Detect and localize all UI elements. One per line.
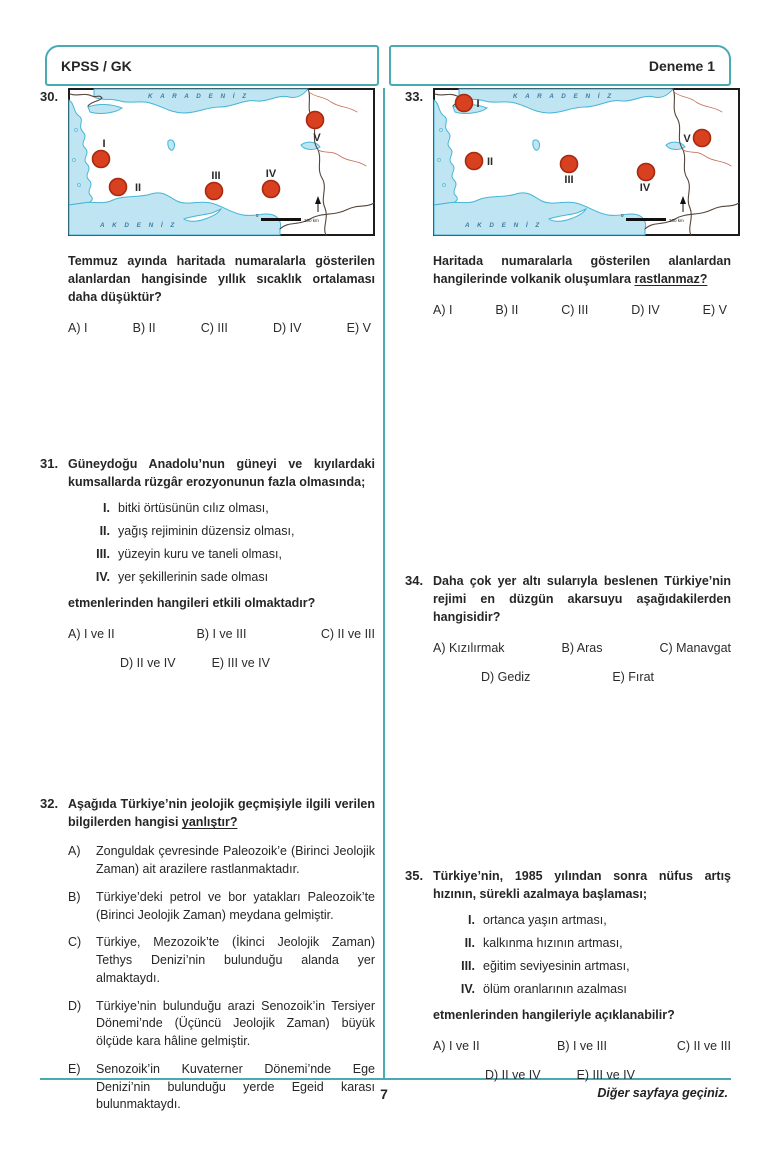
answer-option: C) II ve III — [320, 627, 375, 642]
premise-text: bitki örtüsünün cılız olması, — [118, 501, 269, 516]
option-text: Türkiye’deki petrol ve bor yatakları Paleozoik’te (Birinci Jeolojik Zaman) meydana gelmiştir. — [96, 889, 375, 922]
answer-option: D) IV — [272, 321, 302, 336]
option-letter: A) — [68, 844, 81, 859]
option-letter: C) — [68, 935, 82, 950]
turn-page-note: Diğer sayfaya geçiniz. — [597, 1086, 728, 1100]
map-marker-label: V — [683, 133, 691, 145]
option-text: Senozoik’in Kuvaterner Dönemi’nde Ege Denizi’nin bulunduğu yerde Egeid karası bulunmaktaydı. — [96, 1061, 375, 1112]
answer-option: E) Fırat — [612, 669, 654, 684]
page-number: 7 — [380, 1086, 388, 1102]
map-marker-label: III — [211, 170, 221, 182]
answer-option: E) III ve IV — [576, 1067, 635, 1082]
map-marker-III — [206, 183, 223, 200]
answer-option — [68, 998, 375, 1051]
answer-option: C) III — [200, 321, 228, 336]
premise-item — [455, 958, 731, 976]
question-32 — [40, 795, 375, 1124]
answer-option: A) I — [433, 303, 453, 318]
turkey-map-q30 — [68, 88, 375, 236]
map-marker-label: I — [476, 98, 480, 110]
premise-item — [455, 981, 731, 999]
stem-text: Aşağıda Türkiye’nin jeolojik geçmişiyle ilgili verilen bilgilerden hangisi — [68, 797, 375, 830]
map-marker-label: II — [134, 182, 142, 194]
options-row — [433, 669, 731, 687]
stem-underlined-word: rastlanmaz? — [634, 272, 708, 287]
question-stem: Daha çok yer altı sularıyla beslenen Türkiye’nin rejimi en düzgün akarsuyu aşağıdakilerden hangisidir? — [433, 574, 731, 625]
premise-numeral: IV. — [95, 569, 110, 584]
question-33 — [405, 88, 740, 320]
premise-numeral: III. — [96, 546, 110, 561]
premise-numeral: III. — [461, 958, 475, 973]
premise-item — [90, 523, 375, 541]
question-stem: Türkiye’nin, 1985 yılından sonra nüfus artış hızının, sürekli azalmaya başlaması; — [433, 869, 731, 902]
map-marker-IV — [638, 164, 655, 181]
premise-item — [455, 935, 731, 953]
answer-option: A) I — [68, 321, 88, 336]
option-letter: B) — [68, 889, 81, 904]
stem-underlined-word: yanlıştır? — [181, 815, 238, 830]
answer-option: E) III ve IV — [211, 655, 270, 670]
question-number: 33. — [405, 89, 424, 104]
answer-option: A) I ve II — [433, 1039, 480, 1054]
answer-option — [68, 889, 375, 925]
turkey-map-q33 — [433, 88, 740, 236]
premise-item — [455, 912, 731, 930]
map-marker-label: III — [564, 174, 574, 186]
premise-numeral: II. — [99, 524, 110, 538]
question-35 — [405, 867, 735, 1084]
option-text: Zonguldak çevresinde Paleozoik’e (Birinci Jeolojik Zaman) ait arazilere rastlanmaktadır. — [96, 844, 375, 876]
premise-numeral: II. — [464, 936, 475, 950]
premise-text: kalkınma hızının artması, — [483, 936, 623, 950]
answer-option: B) II — [495, 303, 519, 318]
map-marker-III — [561, 156, 578, 173]
option-letter: E) — [68, 1061, 81, 1076]
answer-option: A) I ve II — [68, 627, 115, 642]
answer-option: C) Manavgat — [659, 641, 731, 656]
header-booklet-name — [389, 45, 731, 86]
map-marker-IV — [263, 181, 280, 198]
option-text: Türkiye’nin bulunduğu arazi Senozoik’in Tersiyer Dönemi’nde (Üçüncü Jeolojik Zaman) büyük ölçüde kara hâline gelmiştir. — [96, 998, 375, 1048]
answer-option: D) II ve IV — [120, 655, 176, 670]
premise-item — [90, 546, 375, 564]
premise-item — [90, 569, 375, 587]
map-marker-I — [456, 95, 473, 112]
answer-option: D) IV — [631, 303, 660, 318]
question-number: 31. — [40, 456, 59, 471]
answer-option — [68, 843, 375, 879]
answer-option — [68, 934, 375, 987]
question-31 — [40, 455, 375, 672]
premise-text: ortanca yaşın artması, — [483, 913, 607, 928]
map-marker-I — [93, 151, 110, 168]
question-stem: Temmuz ayında haritada numaralarla gösterilen alanlardan hangisinde yıllık sıcaklık ortalaması daha düşüktür? — [68, 254, 375, 305]
answer-option: B) II — [132, 321, 156, 336]
options-row — [433, 1038, 731, 1056]
lettered-options — [68, 843, 375, 1114]
options-row — [433, 640, 731, 658]
answer-option: C) II ve III — [676, 1039, 731, 1054]
options-row — [433, 302, 731, 320]
map-marker-V — [307, 112, 324, 129]
options-row — [68, 655, 375, 673]
answer-option: E) V — [346, 321, 371, 336]
premise-text: yağış rejiminin düzensiz olması, — [118, 524, 295, 538]
answer-option: B) I ve III — [556, 1039, 607, 1054]
options-row — [433, 1067, 731, 1085]
options-row — [68, 320, 375, 338]
premise-item — [90, 500, 375, 518]
answer-option: C) III — [561, 303, 589, 318]
question-stem — [433, 252, 731, 288]
answer-option: D) Gediz — [481, 669, 531, 684]
question-closing: etmenlerinden hangileri etkili olmaktadır? — [68, 596, 316, 611]
question-number: 34. — [405, 573, 424, 588]
question-number: 30. — [40, 89, 59, 104]
booklet-title: Deneme 1 — [648, 57, 715, 74]
premise-text: ölüm oranlarının azalması — [483, 981, 627, 996]
answer-option: D) II ve IV — [485, 1067, 541, 1082]
premise-numeral: I. — [468, 913, 475, 928]
answer-option: A) Kızılırmak — [433, 641, 505, 656]
answer-option: B) Aras — [561, 641, 603, 656]
map-marker-label: II — [486, 156, 494, 168]
premise-text: yüzeyin kuru ve taneli olması, — [118, 546, 282, 561]
options-row — [68, 626, 375, 644]
column-divider — [383, 88, 385, 1078]
option-text: Türkiye, Mezozoik’te (İkinci Jeolojik Zaman) Tethys Denizi’nin bulunduğu alanda yer almaktaydı. — [96, 935, 375, 985]
header-exam-name — [45, 45, 379, 86]
question-number: 32. — [40, 796, 59, 811]
exam-title: KPSS / GK — [61, 57, 132, 74]
answer-option: E) V — [702, 303, 727, 318]
question-30 — [40, 88, 375, 338]
map-marker-V — [694, 130, 711, 147]
map-marker-label: IV — [639, 182, 651, 194]
answer-option — [68, 1061, 375, 1114]
premise-numeral: IV. — [460, 981, 475, 996]
map-marker-label: IV — [265, 168, 277, 180]
question-stem: Güneydoğu Anadolu’nun güneyi ve kıyılardaki kumsallarda rüzgâr erozyonunun fazla olmasında; — [68, 457, 375, 490]
question-stem — [68, 795, 375, 831]
premise-text: eğitim seviyesinin artması, — [483, 958, 630, 973]
question-closing: etmenlerinden hangileriyle açıklanabilir? — [433, 1008, 675, 1023]
question-number: 35. — [405, 868, 424, 883]
premise-list — [90, 500, 375, 586]
map-marker-II — [110, 179, 127, 196]
premise-numeral: I. — [103, 501, 110, 516]
answer-option: B) I ve III — [196, 627, 247, 642]
stem-text: Haritada numaralarla gösterilen alanlardan hangilerinde volkanik oluşumlara — [433, 254, 731, 287]
premise-list — [455, 912, 731, 998]
map-marker-label: V — [313, 132, 321, 144]
premise-text: yer şekillerinin sade olması — [118, 569, 269, 584]
question-34 — [405, 572, 735, 686]
map-marker-label: I — [102, 138, 106, 150]
option-letter: D) — [68, 998, 82, 1013]
map-marker-II — [466, 153, 483, 170]
